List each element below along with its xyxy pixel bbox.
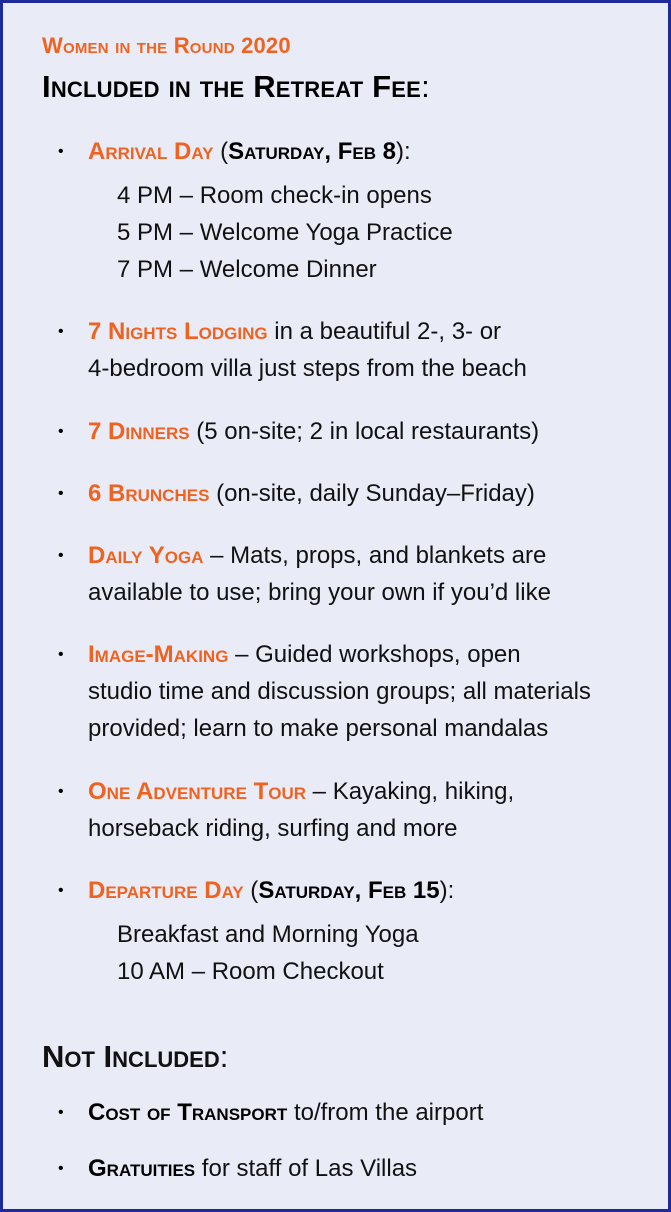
list-item-lodging bbox=[58, 313, 527, 387]
bullet-icon: • bbox=[58, 485, 64, 502]
item-text: horseback riding, surfing and more bbox=[88, 815, 458, 842]
bullet-icon: • bbox=[58, 547, 64, 564]
item-text: – Kayaking, hiking, bbox=[306, 778, 515, 805]
included-heading-colon: : bbox=[421, 69, 430, 104]
bullet-icon: • bbox=[58, 1160, 64, 1177]
item-text: – Mats, props, and blankets are bbox=[203, 542, 547, 569]
bullet-icon: • bbox=[58, 423, 64, 440]
item-date: Saturday, Feb 8 bbox=[228, 138, 396, 165]
item-label: 7 Dinners bbox=[88, 418, 190, 445]
item-close-paren: ): bbox=[396, 138, 411, 165]
not-included-heading-text: Not Included bbox=[42, 1039, 220, 1074]
item-text: – Guided workshops, open bbox=[228, 641, 521, 668]
bullet-icon: • bbox=[58, 323, 64, 340]
item-label: 6 Brunches bbox=[88, 480, 210, 507]
included-heading bbox=[42, 69, 430, 105]
schedule-line: 5 PM – Welcome Yoga Practice bbox=[117, 219, 453, 246]
item-label: Cost of Transport bbox=[88, 1099, 288, 1126]
list-item-adventure-tour bbox=[58, 773, 514, 847]
bullet-icon: • bbox=[58, 143, 64, 160]
list-item-dinners bbox=[58, 413, 539, 450]
list-item-gratuities bbox=[58, 1150, 417, 1187]
list-item-brunches bbox=[58, 475, 535, 512]
list-item-image-making bbox=[58, 636, 591, 747]
item-open-paren: ( bbox=[243, 877, 259, 904]
event-name: Women in the Round 2020 bbox=[42, 33, 291, 58]
list-item-arrival-day bbox=[58, 133, 411, 170]
item-open-paren: ( bbox=[213, 138, 229, 165]
item-label: Gratuities bbox=[88, 1155, 196, 1182]
item-date: Saturday, Feb 15 bbox=[258, 877, 440, 904]
item-label: Arrival Day bbox=[88, 138, 214, 165]
bullet-icon: • bbox=[58, 783, 64, 800]
list-item-departure-day bbox=[58, 872, 454, 909]
item-label: Departure Day bbox=[88, 877, 244, 904]
item-label: One Adventure Tour bbox=[88, 778, 307, 805]
item-text: in a beautiful 2-, 3- or bbox=[267, 318, 502, 345]
not-included-heading bbox=[42, 1039, 228, 1075]
list-item-transport bbox=[58, 1094, 483, 1131]
item-text: for staff of Las Villas bbox=[195, 1155, 418, 1182]
included-heading-text: Included in the Retreat Fee bbox=[42, 69, 422, 104]
item-text: studio time and discussion groups; all materials bbox=[88, 678, 591, 705]
schedule-line: Breakfast and Morning Yoga bbox=[117, 921, 419, 948]
item-close-paren: ): bbox=[439, 877, 455, 904]
item-text: to/from the airport bbox=[287, 1099, 484, 1126]
schedule-line: 10 AM – Room Checkout bbox=[117, 958, 384, 985]
bullet-icon: • bbox=[58, 1104, 64, 1121]
schedule-line: 4 PM – Room check-in opens bbox=[117, 182, 432, 209]
item-label: Image-Making bbox=[88, 641, 229, 668]
item-text: (5 on-site; 2 in local restaurants) bbox=[189, 418, 540, 445]
item-text: 4-bedroom villa just steps from the beach bbox=[88, 355, 527, 382]
item-text: (on-site, daily Sunday–Friday) bbox=[209, 480, 535, 507]
item-label: 7 Nights Lodging bbox=[88, 318, 268, 345]
item-text: provided; learn to make personal mandalas bbox=[88, 715, 549, 742]
not-included-heading-colon: : bbox=[219, 1039, 229, 1074]
item-label: Daily Yoga bbox=[88, 542, 204, 569]
bullet-icon: • bbox=[58, 646, 64, 663]
bullet-icon: • bbox=[58, 882, 64, 899]
schedule-line: 7 PM – Welcome Dinner bbox=[117, 256, 377, 283]
list-item-daily-yoga bbox=[58, 537, 551, 611]
item-text: available to use; bring your own if you’d like bbox=[88, 579, 551, 606]
